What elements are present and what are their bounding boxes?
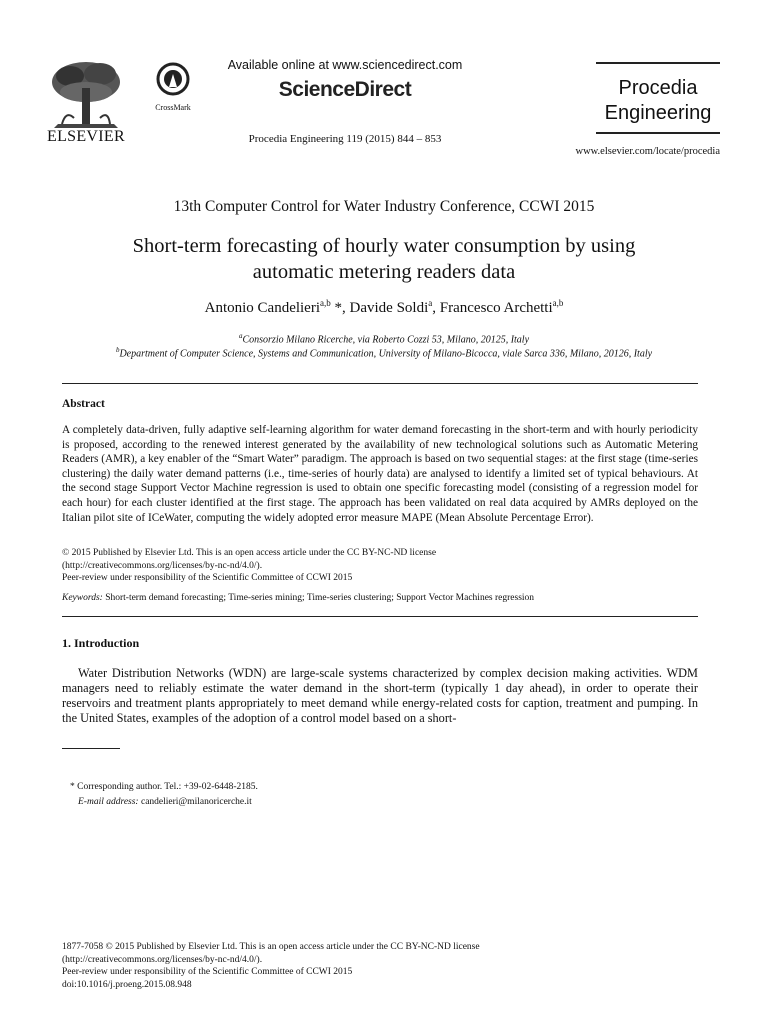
journal-issue-citation: Procedia Engineering 119 (2015) 844 – 853 — [248, 133, 442, 145]
crossmark-icon — [156, 62, 190, 96]
footer-copyright — [62, 941, 698, 991]
abstract-heading: Abstract — [62, 398, 105, 410]
abstract-copyright — [62, 547, 698, 585]
email-address[interactable]: candelieri@milanoricerche.it — [140, 797, 252, 807]
footer-license-link[interactable]: (http://creativecommons.org/licenses/by-nc-nd/4.0/). — [62, 954, 263, 965]
paper-title-line1: Short-term forecasting of hourly water consumption by using — [132, 235, 636, 257]
affiliation-a — [60, 332, 708, 345]
journal-brand-name — [596, 64, 720, 132]
abstract-rule-bottom — [62, 616, 698, 617]
introduction-body: Water Distribution Networks (WDN) are large-scale systems characterized by complex decision making activities. WDM managers need to reliably estimate the water demand in the short-term (typically 1 day ahead), in order to operate their reservoirs and treatment plants appropriately to meet demand while energy-related costs for caption, treatment and pumping. In the United States, examples of the adoption of a control model based on a short- — [62, 666, 698, 725]
footer-doi[interactable]: doi:10.1016/j.proeng.2015.08.948 — [62, 979, 192, 990]
section-heading-introduction: 1. Introduction — [62, 636, 140, 650]
footer-peer-review: Peer-review under responsibility of the Scientific Committee of CCWI 2015 — [62, 967, 353, 977]
abstract-rule-top — [62, 383, 698, 384]
keywords-line — [62, 593, 702, 603]
author-affil-mark: a — [428, 298, 433, 308]
keywords-label: Keywords: — [62, 593, 103, 603]
author-list — [60, 298, 708, 317]
journal-brand-box — [596, 62, 720, 134]
affiliation-text: Department of Computer Science, Systems and Communication, University of Milano-Bicocca, viale Sarca 336, Milano, 20126, Italy — [119, 348, 653, 360]
author-name[interactable]: Davide Soldi — [349, 300, 429, 316]
author-affil-mark: a,b — [552, 298, 564, 308]
affiliation-mark: a — [238, 332, 243, 340]
journal-brand-line1: Procedia — [618, 77, 698, 99]
crossmark-badge[interactable] — [148, 62, 198, 112]
email-label: E-mail address: — [78, 797, 139, 807]
paper-title — [60, 233, 708, 285]
author-name[interactable]: Francesco Archetti — [439, 300, 553, 316]
footnote-rule — [62, 748, 120, 749]
peer-review-line: Peer-review under responsibility of the Scientific Committee of CCWI 2015 — [62, 573, 353, 583]
author-separator: , — [432, 300, 440, 316]
footnote-corresponding-author: * Corresponding author. Tel.: +39-02-6448-2185. — [70, 782, 258, 792]
conference-name: 13th Computer Control for Water Industry Conference, CCWI 2015 — [173, 198, 595, 215]
sciencedirect-brand: ScienceDirect — [278, 78, 412, 101]
footer-issn-line: 1877-7058 © 2015 Published by Elsevier Ltd. This is an open access article under the CC BY-NC-ND license — [62, 942, 480, 952]
crossmark-label: CrossMark — [155, 103, 191, 112]
paper-title-line2: automatic metering readers data — [252, 261, 516, 283]
publisher-wordmark: ELSEVIER — [47, 128, 125, 145]
abstract-body: A completely data-driven, fully adaptive self-learning algorithm for water demand forecasting in the short-term and with hourly periodicity is proposed, according to the renewed interest generated by the availability of new technological solutions such as Automatic Metering Readers (AMR), a key enabler of the “Smart Water” paradigm. The approach is based on two sequential stages: at the first stage (time-series clustering) the daily water demand patterns (i.e., time-series of hourly data) are analysed to identify a limited set of typical behaviours. At the second stage Support Vector Machine regression is used to obtain one specific forecasting model (consisting of a regression model for each hour) for each cluster identified at the first stage. The approach has been validated on real data acquired by AMRs deployed on the Italian pilot site of ICeWater, computing the widely adopted error measure MAPE (Mean Absolute Percentage Error). — [62, 424, 698, 524]
copyright-line: © 2015 Published by Elsevier Ltd. This is an open access article under the CC BY-NC-ND license — [62, 548, 437, 558]
author-separator: *, — [330, 300, 350, 316]
keywords-list: Short-term demand forecasting; Time-series mining; Time-series clustering; Support Vector Machines regression — [105, 593, 535, 603]
available-online-text: Available online at www.sciencedirect.com — [227, 58, 463, 72]
author-affil-mark: a,b — [320, 298, 331, 308]
affiliation-b — [60, 346, 708, 359]
author-name[interactable]: Antonio Candelieri — [204, 300, 321, 316]
affiliation-mark: b — [115, 346, 120, 354]
footnote-email — [78, 797, 252, 807]
license-link[interactable]: (http://creativecommons.org/licenses/by-nc-nd/4.0/). — [62, 560, 263, 571]
affiliation-text: Consorzio Milano Ricerche, via Roberto Cozzi 53, Milano, 20125, Italy — [242, 334, 530, 346]
brand-rule-bottom — [596, 132, 720, 134]
journal-brand-line2: Engineering — [604, 102, 712, 124]
journal-url-link[interactable]: www.elsevier.com/locate/procedia — [575, 146, 720, 157]
